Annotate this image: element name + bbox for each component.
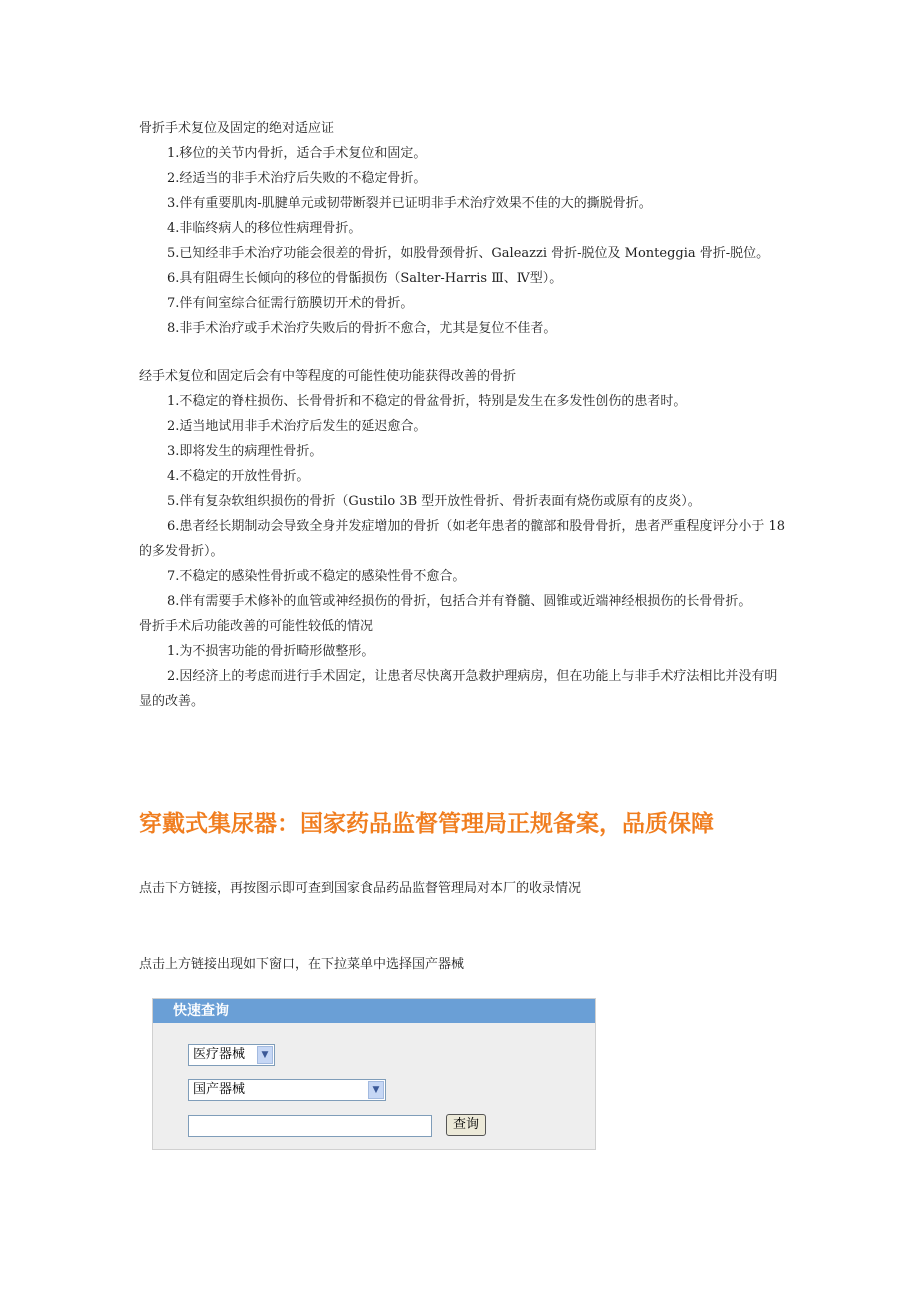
category-select-value: 医疗器械 [193, 1047, 246, 1062]
section2-item-3: 3.即将发生的病理性骨折。 [167, 444, 323, 459]
section1-title: 骨折手术复位及固定的绝对适应证 [139, 121, 335, 136]
section3-item-2: 2.因经济上的考虑而进行手术固定，让患者尽快离开急救护理病房，但在功能上与非手术疗法相比并没有明显的改善。 [139, 669, 778, 709]
section2-item-6: 6.患者经长期制动会导致全身并发症增加的骨折（如老年患者的髋部和股骨骨折，患者严重程度评分小于 18 的多发骨折）。 [139, 519, 786, 559]
section1-item-3: 3.伴有重要肌肉-肌腱单元或韧带断裂并已证明非手术治疗效果不佳的大的撕脱骨折。 [167, 196, 652, 211]
section1-item-1: 1.移位的关节内骨折，适合手术复位和固定。 [167, 146, 427, 161]
section1-item-7: 7.伴有间室综合征需行筋膜切开术的骨折。 [167, 296, 414, 311]
section2-item-7: 7.不稳定的感染性骨折或不稳定的感染性骨不愈合。 [167, 569, 466, 584]
article-body [139, 116, 789, 714]
chevron-down-icon[interactable]: ▼ [257, 1046, 273, 1064]
quick-query-title: 快速查询 [153, 999, 595, 1023]
section2-item-5: 5.伴有复杂软组织损伤的骨折（Gustilo 3B 型开放性骨折、骨折表面有烧伤或原有的皮炎）。 [167, 494, 701, 509]
section1-item-8: 8.非手术治疗或手术治疗失败后的骨折不愈合，尤其是复位不佳者。 [167, 321, 557, 336]
origin-select[interactable] [188, 1079, 386, 1101]
promo-heading: 穿戴式集尿器：国家药品监督管理局正规备案，品质保障 [139, 811, 714, 837]
promo-paragraph-2: 点击上方链接出现如下窗口，在下拉菜单中选择国产器械 [139, 957, 465, 972]
section2-item-2: 2.适当地试用非手术治疗后发生的延迟愈合。 [167, 419, 427, 434]
section2-item-4: 4.不稳定的开放性骨折。 [167, 469, 310, 484]
section2-item-8: 8.伴有需要手术修补的血管或神经损伤的骨折，包括合并有脊髓、圆锥或近端神经根损伤的长骨骨折。 [167, 594, 752, 609]
promo-paragraph-1: 点击下方链接，再按图示即可查到国家食品药品监督管理局对本厂的收录情况 [139, 881, 582, 896]
section3-title: 骨折手术后功能改善的可能性较低的情况 [139, 619, 374, 634]
origin-select-value: 国产器械 [193, 1082, 246, 1097]
section1-item-5: 5.已知经非手术治疗功能会很差的骨折，如股骨颈骨折、Galeazzi 骨折-脱位及 Monteggia 骨折-脱位。 [167, 246, 770, 261]
section2-item-1: 1.不稳定的脊柱损伤、长骨骨折和不稳定的骨盆骨折，特别是发生在多发性创伤的患者时。 [167, 394, 687, 409]
chevron-down-icon[interactable]: ▼ [368, 1081, 384, 1099]
section1-item-2: 2.经适当的非手术治疗后失败的不稳定骨折。 [167, 171, 427, 186]
section3-item-1: 1.为不损害功能的骨折畸形做整形。 [167, 644, 375, 659]
section1-item-6: 6.具有阻碍生长倾向的移位的骨骺损伤（Salter-Harris Ⅲ、Ⅳ型）。 [167, 271, 563, 286]
search-input[interactable] [188, 1115, 432, 1137]
section2-title: 经手术复位和固定后会有中等程度的可能性使功能获得改善的骨折 [139, 369, 517, 384]
query-button[interactable]: 查询 [446, 1114, 486, 1136]
quick-query-panel [152, 998, 596, 1150]
section1-item-4: 4.非临终病人的移位性病理骨折。 [167, 221, 362, 236]
section-gap [139, 341, 789, 364]
category-select[interactable] [188, 1044, 275, 1066]
